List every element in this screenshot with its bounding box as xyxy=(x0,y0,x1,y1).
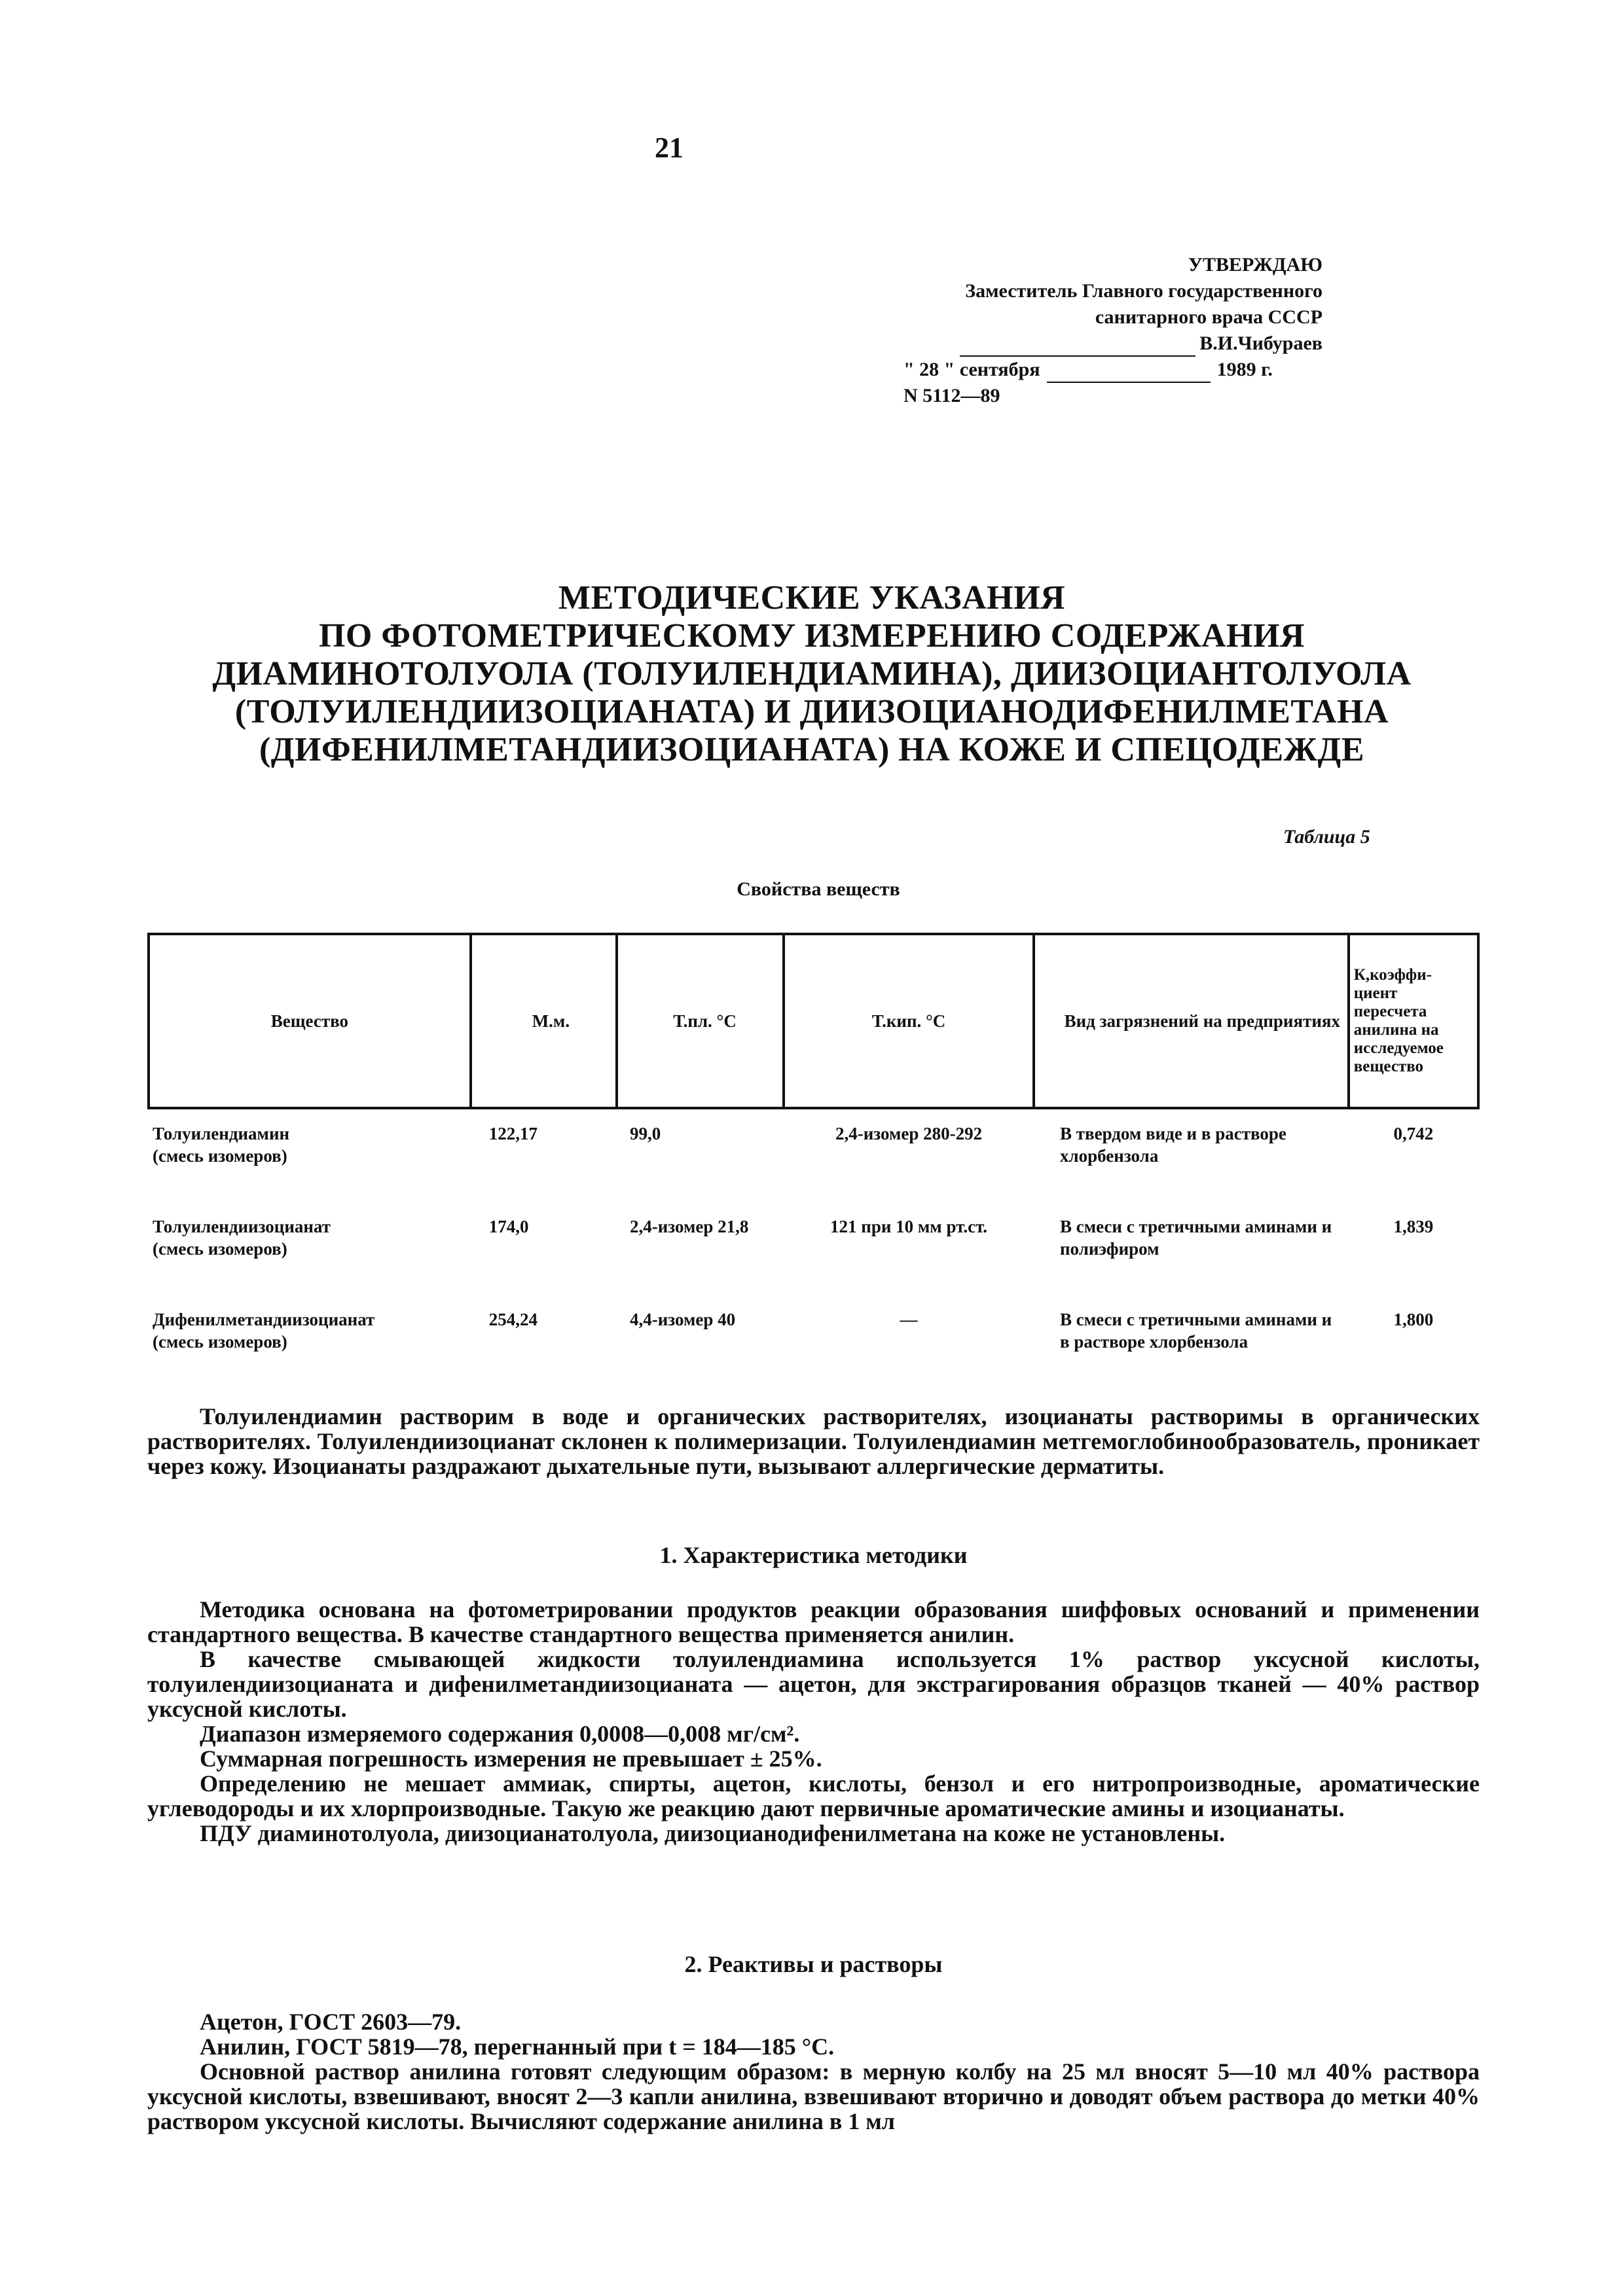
cell-substance: Дифенилметандиизоцианат (смесь изомеров) xyxy=(153,1310,375,1352)
section2-heading: 2. Реактивы и растворы xyxy=(684,1951,943,1977)
cell-boiling-point: 2,4-изомер 280-292 xyxy=(835,1124,983,1143)
cell-molar-mass: 254,24 xyxy=(488,1310,538,1329)
signature-underline xyxy=(960,338,1195,357)
table-header-row xyxy=(149,934,1478,1108)
cell-boiling-point: — xyxy=(900,1310,918,1329)
cell-melting-point: 4,4-изомер 40 xyxy=(630,1310,736,1329)
approval-position-line1: Заместитель Главного государственного xyxy=(965,280,1322,302)
table-row xyxy=(149,1108,1478,1201)
paragraph: Основной раствор анилина готовят следующим образом: в мерную колбу на 25 мл вносят 5—10 мл 40% раствора уксусной кислоты, взвешивают, вносят 2—3 капли анилина, взвешивают вторично и доводят объем раствора до метки 40% раствором уксусной кислоты. Вычисляют содержание анилина в 1 мл xyxy=(147,2058,1480,2134)
approval-date xyxy=(903,357,1322,383)
cell-molar-mass: 174,0 xyxy=(488,1217,529,1236)
table-row xyxy=(149,1201,1478,1294)
cell-molar-mass: 122,17 xyxy=(488,1124,538,1143)
cell-contamination-type: В смеси с третичными аминами и в растворе хлорбензола xyxy=(1060,1310,1332,1352)
cell-substance: Толуилендиизоцианат (смесь изомеров) xyxy=(153,1217,331,1259)
paragraph: ПДУ диаминотолуола, диизоцианатолуола, диизоцианодифенилметана на коже не установлены. xyxy=(200,1820,1226,1846)
approval-signature-line xyxy=(903,331,1322,357)
table-row xyxy=(149,1294,1478,1387)
title-line: (ТОЛУИЛЕНДИИЗОЦИАНАТА) И ДИИЗОЦИАНОДИФЕНИЛМЕТАНА xyxy=(234,693,1389,730)
document-title xyxy=(151,579,1473,769)
approval-number: N 5112—89 xyxy=(903,385,1000,406)
paragraph: Диапазон измеряемого содержания 0,0008—0,008 мг/см². xyxy=(200,1721,800,1747)
approval-date-day: " 28 " сентября xyxy=(903,359,1040,380)
paragraph: Определению не мешает аммиак, спирты, ацетон, кислоты, бензол и его нитропроизводные, ароматические углеводороды и их хлорпроизводные. Такую же реакцию дают первичные ароматические амины и изоцианаты. xyxy=(147,1770,1480,1821)
cell-coefficient: 1,800 xyxy=(1393,1310,1434,1329)
header-melting-point: Т.пл. °С xyxy=(617,934,784,1108)
approval-position-line2: санитарного врача СССР xyxy=(1095,306,1322,328)
header-coefficient: К,коэффи-циент пересчета анилина на исследуемое вещество xyxy=(1349,934,1478,1108)
title-line: (ДИФЕНИЛМЕТАНДИИЗОЦИАНАТА) НА КОЖЕ И СПЕЦОДЕЖДЕ xyxy=(259,731,1365,768)
section1-heading: 1. Характеристика методики xyxy=(659,1542,968,1568)
approval-title: УТВЕРЖДАЮ xyxy=(1188,254,1322,276)
table-label: Таблица 5 xyxy=(1283,826,1370,848)
cell-substance: Толуилендиамин (смесь изомеров) xyxy=(153,1124,290,1166)
approval-signer: В.И.Чибураев xyxy=(1199,332,1322,354)
cell-coefficient: 1,839 xyxy=(1393,1217,1434,1236)
paragraph: Ацетон, ГОСТ 2603—79. xyxy=(200,2009,462,2035)
section2-body xyxy=(147,2009,1480,2134)
cell-boiling-point: 121 при 10 мм рт.ст. xyxy=(830,1217,988,1236)
header-contamination-type: Вид загрязнений на предприятиях xyxy=(1034,934,1349,1108)
approval-date-year: 1989 г. xyxy=(1216,359,1273,380)
cell-coefficient: 0,742 xyxy=(1393,1124,1434,1143)
cell-contamination-type: В твердом виде и в растворе хлорбензола xyxy=(1060,1124,1286,1166)
paragraph: Анилин, ГОСТ 5819—78, перегнанный при t = 184—185 °С. xyxy=(200,2034,835,2060)
title-line: ДИАМИНОТОЛУОЛА (ТОЛУИЛЕНДИАМИНА), ДИИЗОЦИАНТОЛУОЛА xyxy=(212,655,1412,692)
properties-table xyxy=(147,933,1480,1387)
page-number: 21 xyxy=(655,132,684,164)
approval-block xyxy=(903,252,1322,409)
header-substance: Вещество xyxy=(149,934,471,1108)
header-boiling-point: Т.кип. °С xyxy=(784,934,1034,1108)
paragraph: Суммарная погрешность измерения не превышает ± 25%. xyxy=(200,1746,822,1772)
header-molar-mass: М.м. xyxy=(471,934,617,1108)
title-line: ПО ФОТОМЕТРИЧЕСКОМУ ИЗМЕРЕНИЮ СОДЕРЖАНИЯ xyxy=(318,617,1305,655)
table-caption: Свойства веществ xyxy=(737,878,900,900)
section1-body xyxy=(147,1597,1480,1846)
intro-paragraph-block xyxy=(147,1404,1480,1479)
intro-paragraph: Толуилендиамин растворим в воде и органических растворителях, изоцианаты растворимы в органических растворителях. Толуилендиизоцианат склонен к полимеризации. Толуилендиамин метгемоглобинообразователь, проникает через кожу. Изоцианаты раздражают дыхательные пути, вызывают аллергические дерматиты. xyxy=(147,1403,1480,1479)
cell-melting-point: 2,4-изомер 21,8 xyxy=(630,1217,749,1236)
cell-melting-point: 99,0 xyxy=(630,1124,661,1143)
paragraph: Методика основана на фотометрировании продуктов реакции образования шиффовых оснований и применении стандартного вещества. В качестве стандартного вещества применяется анилин. xyxy=(147,1596,1480,1647)
date-underline xyxy=(1047,365,1211,383)
paragraph: В качестве смывающей жидкости толуилендиамина используется 1% раствор уксусной кислоты, толуилендиизоцианата и дифенилметандиизоцианата — ацетон, для экстрагирования образцов тканей — 40% раствор уксусной кислоты. xyxy=(147,1646,1480,1722)
title-line: МЕТОДИЧЕСКИЕ УКАЗАНИЯ xyxy=(558,579,1066,617)
cell-contamination-type: В смеси с третичными аминами и полиэфиром xyxy=(1060,1217,1332,1259)
